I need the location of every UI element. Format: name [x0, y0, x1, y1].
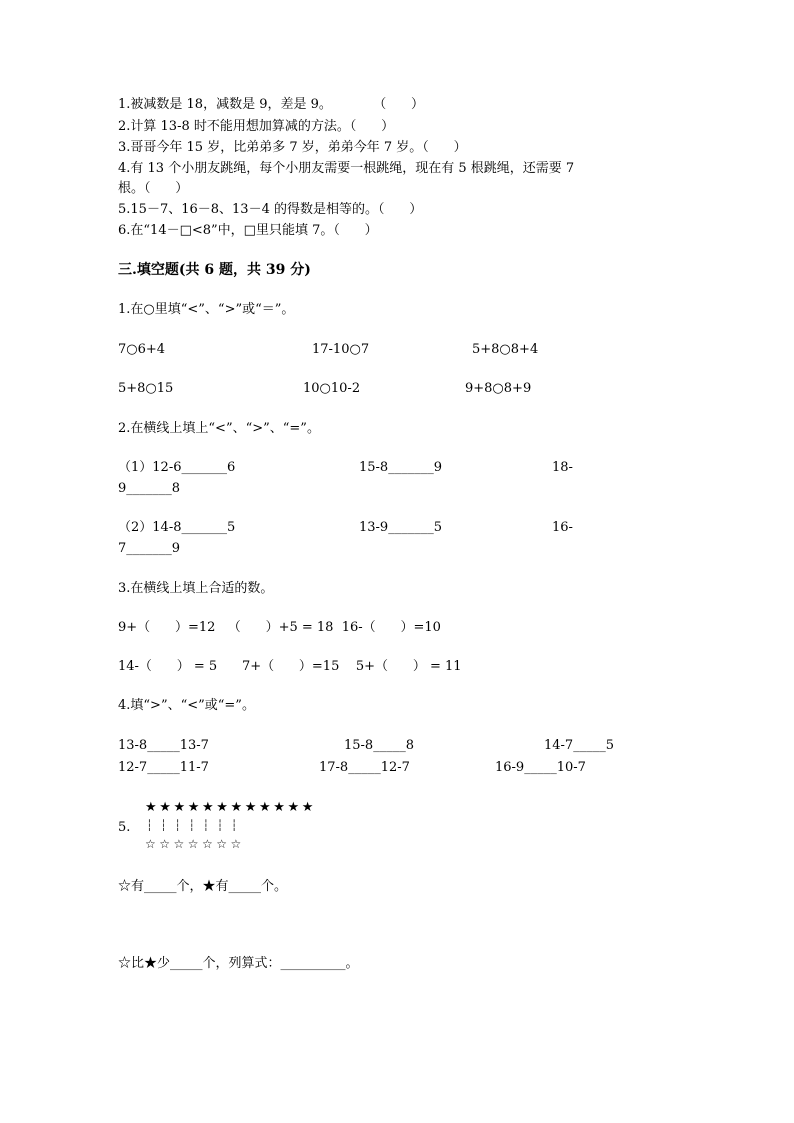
judge-item-4-cont: 根。（ ） [118, 181, 189, 196]
q1-r1-a: 7○6+4 [118, 342, 166, 357]
q1-r2-b: 10○10-2 [303, 381, 361, 396]
q2-r2-d: 7_______9 [118, 541, 181, 556]
q1-r1-c: 5+8○8+4 [472, 342, 539, 357]
q4-r2-a: 12-7_____11-7 [118, 760, 209, 775]
q4-r1-a: 13-8_____13-7 [118, 738, 209, 753]
q4-r2-c: 16-9_____10-7 [495, 760, 586, 775]
q1-prompt: 1.在○里填“<”、“>”或“＝”。 [118, 302, 295, 317]
q4-prompt: 4.填“>”、“<”或“=”。 [118, 698, 255, 713]
q2-r2-a: （2）14-8_______5 [118, 520, 236, 535]
dash-connectors-row: ┆┆┆┆┆┆┆ [146, 819, 245, 832]
q5-difference-question: ☆比★少_____个，列算式：__________。 [118, 956, 359, 971]
q2-r1-d: 9_______8 [118, 481, 181, 496]
q2-r2-b: 13-9_______5 [359, 520, 442, 535]
q4-r1-b: 15-8_____8 [344, 738, 414, 753]
q2-r1-b: 15-8_______9 [359, 460, 442, 475]
q2-prompt: 2.在横线上填上“<”、“>”、“=”。 [118, 421, 320, 436]
judge-item-4: 4.有 13 个小朋友跳绳，每个小朋友需要一根跳绳，现在有 5 根跳绳，还需要 7 [118, 161, 575, 176]
judge-item-2: 2.计算 13-8 时不能用想加算减的方法。（ ） [118, 119, 395, 134]
q1-r2-c: 9+8○8+9 [465, 381, 532, 396]
hollow-stars-row: ☆☆☆☆☆☆☆ [145, 837, 245, 851]
q4-r1-c: 14-7_____5 [544, 738, 614, 753]
q5-number: 5. [118, 820, 131, 835]
q3-prompt: 3.在横线上填上合适的数。 [118, 581, 274, 596]
judge-item-3: 3.哥哥今年 15 岁，比弟弟多 7 岁，弟弟今年 7 岁。（ ） [118, 140, 467, 155]
judge-item-1: 1.被减数是 18，减数是 9，差是 9。 （ ） [118, 97, 425, 112]
q4-r2-b: 17-8_____12-7 [319, 760, 410, 775]
q1-r1-b: 17-10○7 [312, 342, 370, 357]
q1-r2-a: 5+8○15 [118, 381, 174, 396]
q3-row-2: 14-（ ） = 5 7+（ ）=15 5+（ ） = 11 [118, 659, 462, 674]
q2-r2-c: 16- [552, 520, 573, 535]
q2-r1-c: 18- [552, 460, 573, 475]
q5-count-question: ☆有_____个，★有_____个。 [118, 879, 288, 894]
q2-r1-a: （1）12-6_______6 [118, 460, 236, 475]
filled-stars-row: ★★★★★★★★★★★★ [145, 800, 317, 815]
judge-item-6: 6.在“14－□<8”中，□里只能填 7。（ ） [118, 223, 378, 238]
section-title: 三.填空题(共 6 题，共 39 分) [118, 262, 311, 278]
q3-row-1: 9+（ ）=12 （ ）+5 = 18 16-（ ）=10 [118, 620, 441, 635]
judge-item-5: 5.15－7、16－8、13－4 的得数是相等的。（ ） [118, 202, 423, 217]
